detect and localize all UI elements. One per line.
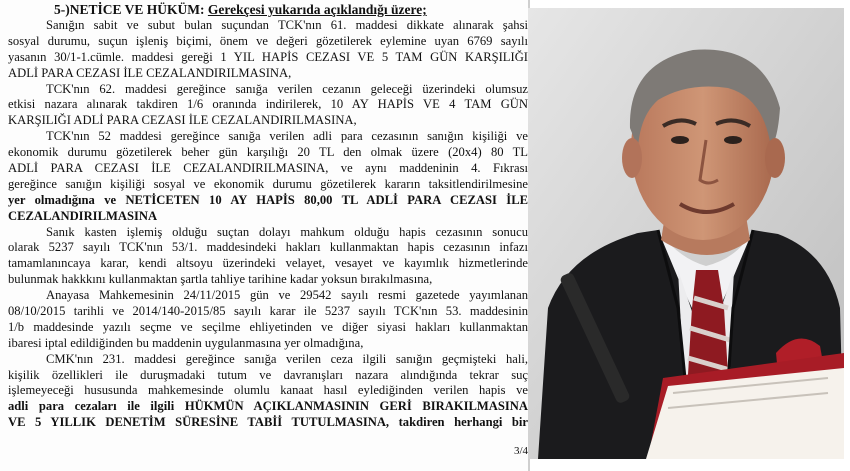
speaker-photo [528,8,844,459]
document-line: adli para cezaları ile ilgili HÜKMÜN AÇIKLANMASININ GERİ BIRAKILMASINA [8,399,528,414]
section-heading [54,2,427,18]
document-line: ibaresi iptal edildiğinden bu maddenin uygulanmasına yer olmadığına, [8,335,364,350]
man-portrait-icon [528,8,844,459]
document-line: CEZALANDIRILMASINA [8,208,158,223]
document-line: ADLİ PARA CEZASI İLE CEZALANDIRILMASINA, ve aynı maddeninin 4. Fıkrası [8,161,528,176]
document-body [8,18,528,431]
document-line: 08/10/2015 tarihli ve 2014/140-2015/85 sayılı karar ile 5237 sayılı TCK'nın 53. maddesinin [8,304,528,319]
document-line: işlemeyeceği hususunda mahkemesinde olumlu kanaat hasıl eylediğinden verilen hapis ve [8,383,528,398]
document-line: TCK'nın 62. maddesi gereğince sanığa verilen cezanın geleceği üzerindeki olumsuz [46,81,528,96]
document-line: 1/b maddesinde yazılı seçme ve seçilme ehliyetinden ve diğer siyasi hakları kullanmaktan [8,319,528,334]
document-line: sosyal durumu, suçun işleniş biçimi, önem ve değeri gözetilerek eylemine uyan 6769 sayılı [8,33,528,48]
document-line: ekonomik durumu gözetilerek beher gün karşılığı 20 TL den olmak üzere (20x4) 80 TL [8,145,528,160]
document-line: tamamlanıncaya karar, kendi altsoyu üzerindeki velayet, vesayet ve kayımlık hizmetlerinde [8,256,528,271]
document-line: yer olmadığına ve NETİCETEN 10 AY HAPİS 80,00 TL ADLİ PARA CEZASI İLE [8,192,528,207]
document-line: kişilik özellikleri ile duruşmadaki tutum ve davranışları nazara alındığında tekrar suç [8,367,528,382]
document-line: ADLİ PARA CEZASI İLE CEZALANDIRILMASINA, [8,65,292,80]
document-line: olarak 5237 sayılı TCK'nın 53/1. maddesindeki hakları kullanmaktan hapis cezasının infazı [8,240,528,255]
heading-tail: Gerekçesi yukarıda açıklandığı üzere; [207,2,427,17]
page-number: 3/4 [513,445,528,457]
document-line: yasanın 30/1-1.cümle. maddesi gereği 1 YIL HAPİS CEZASI VE 5 TAM GÜN KARŞILIĞI [8,49,528,64]
document-line: KARŞILIĞI ADLİ PARA CEZASI İLE CEZALANDIRILMASINA, [8,113,357,128]
document-line: TCK'nın 52 maddesi gereğince sanığa verilen adli para cezasının sanığın kişiliği ve [46,129,528,144]
document-line: gereğince sanığın kişiliği sosyal ve ekonomik durumu gözetilerek kararın taksitlendirilmesine [8,176,528,191]
document-line: bulunmak hakkkını kullanmaktan şartla tahliye tarihine kadar yoksun bırakılmasına, [8,272,433,287]
document-line: Sanığın sabit ve subut bulan suçundan TCK'nın 61. maddesi dikkate alınarak şahsi [46,18,528,32]
document-line: CMK'nın 231. maddesi gereğince sanığa verilen ceza ilgili sanığın geçmişteki hali, [46,351,528,366]
document-line: Anayasa Mahkemesinin 24/11/2015 gün ve 29542 sayılı resmi gazetede yayımlanan [46,288,528,303]
heading-label: 5-)NETİCE VE HÜKÜM: [54,2,205,17]
document-line: VE 5 YILLIK DENETİM SÜRESİNE TABİİ TUTULMASINA, takdiren herhangi bir [8,415,528,430]
document-line: Sanık kasten işlemiş olduğu suçtan dolayı mahkum olduğu hapis cezasının sonucu [46,224,528,239]
document-line: etkisi nazara alınarak takdiren 1/6 oranında indirilerek, 10 AY HAPİS VE 4 TAM GÜN [8,97,528,112]
